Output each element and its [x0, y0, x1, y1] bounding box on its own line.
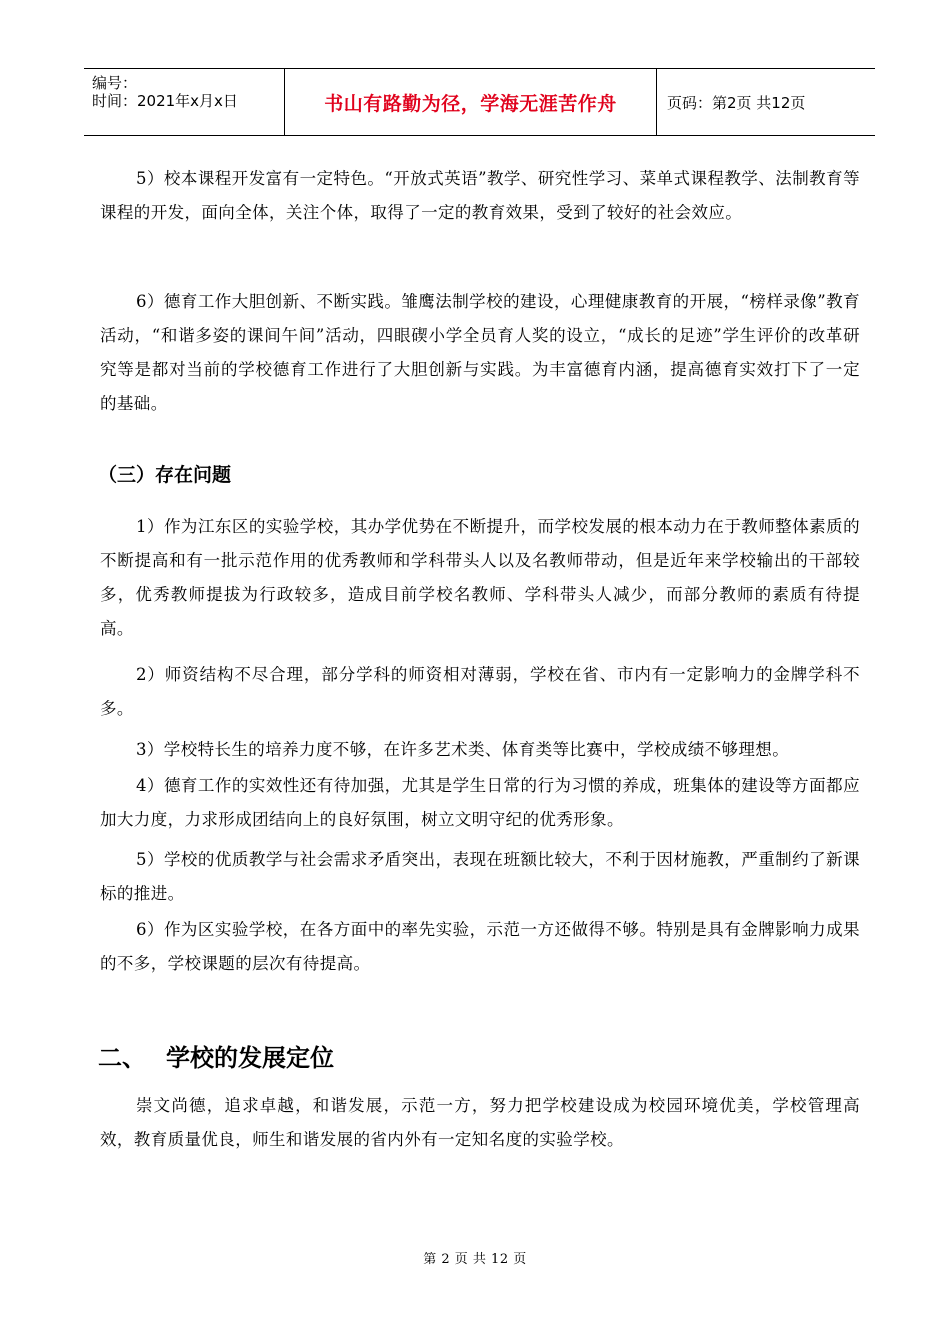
- header-motto: 书山有路勤为径，学海无涯苦作舟: [324, 93, 617, 115]
- section-title: 学校的发展定位: [166, 1044, 334, 1072]
- problem-item-4: 4）德育工作的实效性还有待加强，尤其是学生日常的行为习惯的养成，班集体的建设等方面都应加大力度，力求形成团结向上的良好氛围，树立文明守纪的优秀形象。: [100, 776, 860, 829]
- problem-item-5: 5）学校的优质教学与社会需求矛盾突出，表现在班额比较大，不利于因材施教，严重制约了新课标的推进。: [100, 850, 860, 903]
- section-heading-positioning: [98, 1038, 334, 1073]
- document-number-label: 编号：: [92, 74, 138, 92]
- section-number: 二、: [98, 1044, 146, 1072]
- header-motto-cell: [285, 69, 657, 135]
- paragraph-item-5: 5）校本课程开发富有一定特色。“开放式英语”教学、研究性学习、菜单式课程教学、法制教育等课程的开发，面向全体，关注个体，取得了一定的教育效果，受到了较好的社会效应。: [100, 169, 860, 222]
- page-footer: 第 2 页 共 12 页: [423, 1252, 527, 1267]
- header-page-cell: [657, 69, 875, 135]
- problem-item-6: 6）作为区实验学校，在各方面中的率先实验，示范一方还做得不够。特别是具有金牌影响力成果的不多，学校课题的层次有待提高。: [100, 920, 860, 973]
- problem-item-3: 3）学校特长生的培养力度不够，在许多艺术类、体育类等比赛中，学校成绩不够理想。: [136, 740, 790, 759]
- section-heading-problems: （三）存在问题: [98, 464, 232, 486]
- header-page-number: 页码：第2页 共12页: [667, 94, 806, 112]
- positioning-paragraph: 崇文尚德，追求卓越，和谐发展，示范一方，努力把学校建设成为校园环境优美，学校管理高效，教育质量优良，师生和谐发展的省内外有一定知名度的实验学校。: [100, 1096, 860, 1149]
- page-header-table: [84, 68, 875, 136]
- problem-item-1: 1）作为江东区的实验学校，其办学优势在不断提升，而学校发展的根本动力在于教师整体素质的不断提高和有一批示范作用的优秀教师和学科带头人以及名教师带动，但是近年来学校输出的干部较多，优秀教师提拔为行政较多，造成目前学校名教师、学科带头人减少，而部分教师的素质有待提高。: [100, 517, 860, 638]
- document-time-label: 时间：2021年x月x日: [92, 92, 238, 110]
- problem-item-2: 2）师资结构不尽合理，部分学科的师资相对薄弱，学校在省、市内有一定影响力的金牌学科不多。: [100, 665, 860, 718]
- header-info-cell: [84, 69, 285, 135]
- paragraph-item-6: 6）德育工作大胆创新、不断实践。雏鹰法制学校的建设，心理健康教育的开展，“榜样录像”教育活动，“和谐多姿的课间午间”活动，四眼碶小学全员育人奖的设立，“成长的足迹”学生评价的改革研究等是都对当前的学校德育工作进行了大胆创新与实践。为丰富德育内涵，提高德育实效打下了一定的基础。: [100, 292, 860, 413]
